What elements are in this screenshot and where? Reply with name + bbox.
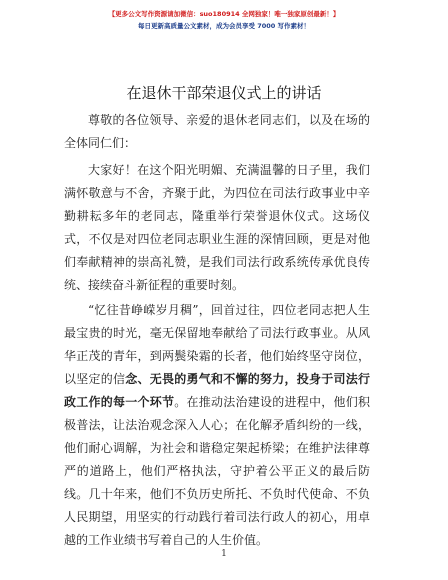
document-title: 在退休干部荣退仪式上的讲话 bbox=[126, 84, 322, 102]
bold-emphasis-text: 念、无畏的勇气和不懈的努力，投身于司法行政工作的每一个环节 bbox=[64, 372, 370, 409]
promo-banner-line-1: 【更多公文写作资源请加微信：suo180914 全网独家！唯一独家原创最新！】 bbox=[108, 10, 340, 18]
salutation-paragraph: 尊敬的各位领导、亲爱的退休老同志们，以及在场的全体同仁们： bbox=[64, 113, 370, 150]
paragraph-2-text-end: 。在推动法治建设的进程中，他们积极普法，让法治观念深入人心；在化解矛盾纠纷的一线，他们耐心调解，为社会和谐稳定架起桥梁；在维护法律尊严的道路上，他们严格执法，守护着公平正义的最后防线。几十年来，他们不负历史所托、不负时代使命、不负人民期望，用坚实的行动践行着司法行政人的初心，用卓越的工作业绩书写着自己的人生价值。 bbox=[64, 395, 370, 547]
body-paragraph-2 bbox=[64, 299, 370, 552]
document-body bbox=[64, 109, 370, 552]
body-paragraph-1: 大家好！在这个阳光明媚、充满温馨的日子里，我们满怀敬意与不舍，齐聚于此，为四位在司法行政事业中辛勤耕耘多年的老同志，隆重举行荣誉退休仪式。这场仪式，不仅是对四位老同志职业生涯的深情回顾，更是对他们奉献精神的崇高礼赞，是我们司法行政系统传承优良传统、接续奋斗新征程的重要时刻。 bbox=[64, 163, 370, 292]
promo-banner-line-2: 每日更新高质量公文素材，成为会员享受 7000 写作素材！ bbox=[137, 22, 311, 30]
paragraph-2-text-start: “忆往昔峥嵘岁月稠”，回首过往，四位老同志把人生最宝贵的时光，毫无保留地奉献给了司法行政事业。从风华正茂的青年，到两鬓染霜的长者，他们始终坚守岗位，以坚定的信 bbox=[64, 303, 370, 386]
promo-banner bbox=[0, 8, 448, 32]
page-number: 1 bbox=[221, 549, 227, 559]
